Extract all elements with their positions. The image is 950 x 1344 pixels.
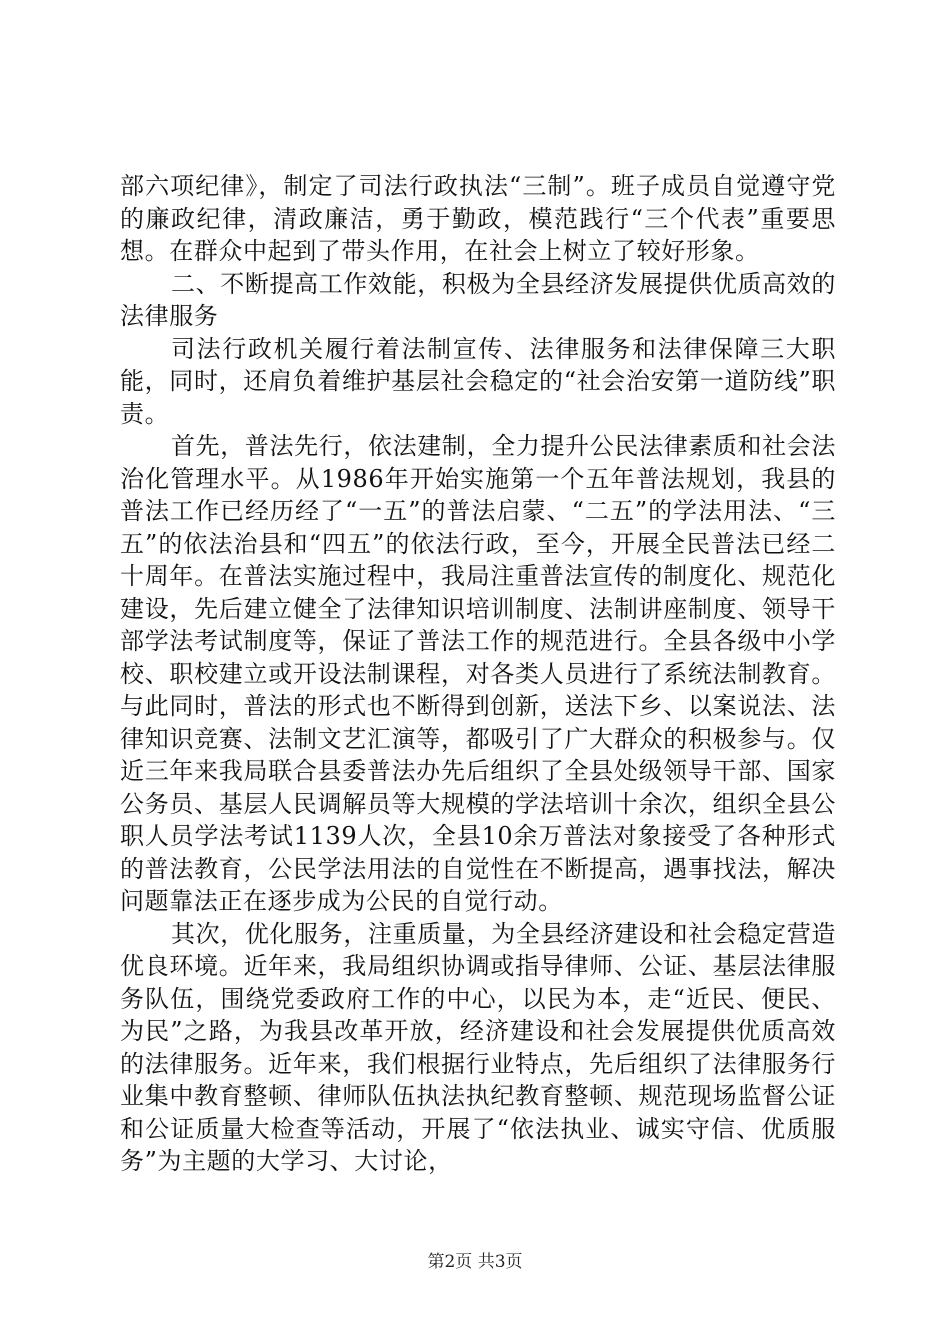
- document-body: [120, 170, 836, 1178]
- page-number-footer: 第2页 共3页: [427, 1252, 523, 1272]
- paragraph-continuation: 部六项纪律》，制定了司法行政执法“三制”。班子成员自觉遵守党的廉政纪律，清政廉洁，勇于勤政，模范践行“三个代表”重要思想。在群众中起到了带头作用，在社会上树立了较好形象。: [120, 172, 836, 265]
- section-heading: 二、不断提高工作效能，积极为全县经济发展提供优质高效的法律服务: [120, 269, 836, 330]
- paragraph-functions: 司法行政机关履行着法制宣传、法律服务和法律保障三大职能，同时，还肩负着维护基层社会稳定的“社会治安第一道防线”职责。: [120, 334, 836, 428]
- paragraph-second: 其次，优化服务，注重质量，为全县经济建设和社会稳定营造优良环境。近年来，我局组织协调或指导律师、公证、基层法律服务队伍，围绕党委政府工作的中心，以民为本，走“近民、便民、为民”之路，为我县改革开放，经济建设和社会发展提供优质高效的法律服务。近年来，我们根据行业特点，先后组织了法律服务行业集中教育整顿、律师队伍执法执纪教育整顿、规范现场监督公证和公证质量大检查等活动，开展了“依法执业、诚实守信、优质服务”为主题的大学习、大讨论，: [120, 919, 836, 1175]
- paragraph-first: 首先，普法先行，依法建制，全力提升公民法律素质和社会法治化管理水平。从1986年开始实施第一个五年普法规划，我县的普法工作已经历经了“一五”的普法启蒙、“二五”的学法用法、“三五”的依法治县和“四五”的依法行政，至今，开展全民普法已经二十周年。在普法实施过程中，我局注重普法宣传的制度化、规范化建设，先后建立健全了法律知识培训制度、法制讲座制度、领导干部学法考试制度等，保证了普法工作的规范进行。全县各级中小学校、职校建立或开设法制课程，对各类人员进行了系统法制教育。与此同时，普法的形式也不断得到创新，送法下乡、以案说法、法律知识竞赛、法制文艺汇演等，都吸引了广大群众的积极参与。仅近三年来我局联合县委普法办先后组织了全县处级领导干部、国家公务员、基层人民调解员等大规模的学法培训十余次，组织全县公职人员学法考试1139人次，全县10余万普法对象接受了各种形式的普法教育，公民学法用法的自觉性在不断提高，遇事找法，解决问题靠法正在逐步成为公民的自觉行动。: [120, 432, 836, 915]
